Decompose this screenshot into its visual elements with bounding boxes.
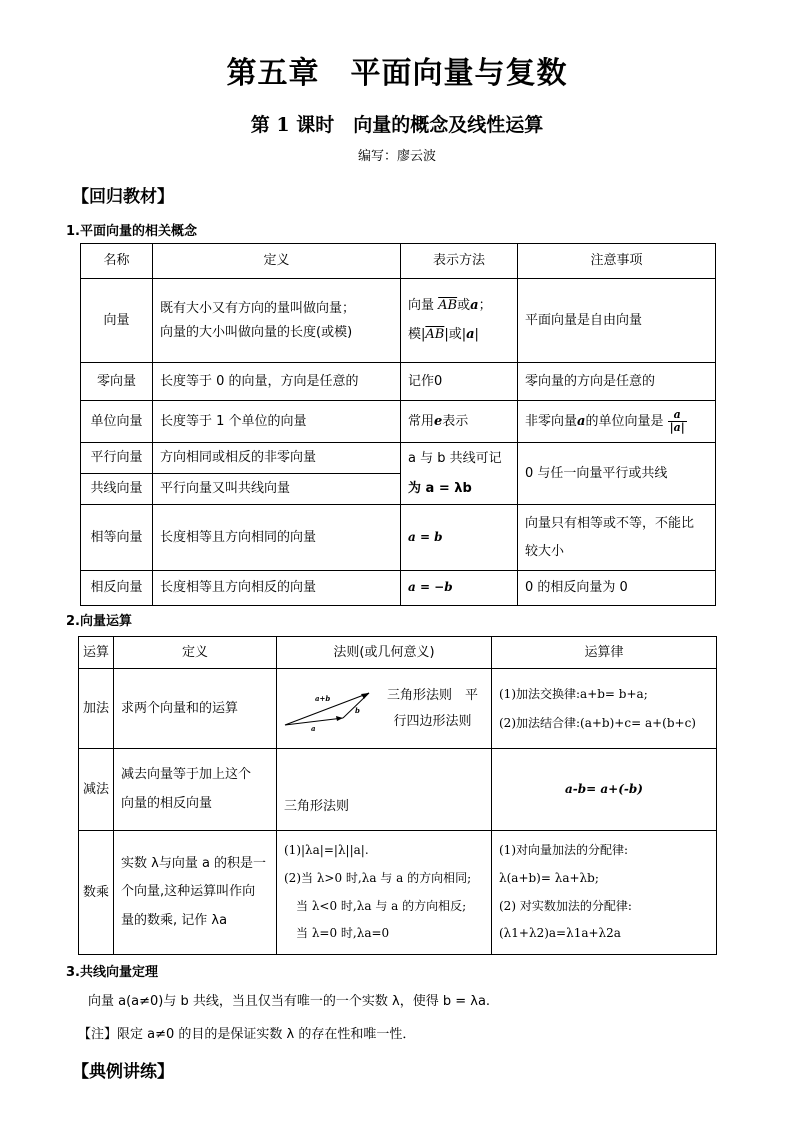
definition-line: 既有大小又有方向的量叫做向量；: [160, 301, 356, 317]
row-note: 0 的相反向量为 0: [518, 571, 716, 606]
fraction-denominator: |a|: [669, 421, 685, 434]
concepts-table: [80, 243, 716, 606]
subsection-operations: 2.向量运算: [66, 614, 132, 629]
definition-line: 个向量,这种运算叫作向: [121, 884, 256, 900]
vector-e: e: [434, 413, 443, 429]
row-representation: [401, 401, 518, 443]
law-line: (1)对向量加法的分配律:: [499, 843, 629, 858]
operations-table: [78, 636, 717, 955]
text: 的单位向量是: [585, 414, 664, 429]
header-rule: 法则(或几何意义): [277, 637, 492, 669]
row-definition: 求两个向量和的运算: [114, 669, 277, 749]
row-rule: [277, 669, 492, 749]
row-name: 平行向量: [81, 443, 153, 474]
unit-vector-fraction: [668, 409, 687, 434]
law-line: (1)加法交换律:a+b= b+a;: [499, 686, 648, 701]
definition-line: 向量的相反向量: [121, 795, 213, 811]
row-definition: 长度等于 0 的向量，方向是任意的: [153, 363, 401, 401]
header-definition: 定义: [153, 244, 401, 279]
header-representation: 表示方法: [401, 244, 518, 279]
rule-line: 行四边形法则: [393, 713, 472, 729]
row-rule: [277, 749, 492, 831]
author-line: 编写：廖云波: [357, 149, 436, 164]
rule-line: 三角形法则: [284, 798, 350, 814]
row-laws: [492, 831, 717, 955]
text: 向量: [408, 297, 435, 313]
representation-line: 为 a = λb: [408, 480, 472, 496]
law-line: (λ1+λ2)a=λ1a+λ2a: [499, 926, 621, 941]
row-vector: [81, 279, 716, 363]
label-a: a: [311, 723, 316, 731]
row-laws: a-b= a+(-b): [492, 749, 717, 831]
text: |: [474, 326, 479, 342]
note-line: 较大小: [525, 543, 565, 559]
theorem-text: 向量 a(a≠0)与 b 共线，当且仅当有唯一的一个实数 λ，使得 b = λa.: [88, 994, 491, 1009]
subsection-collinear-theorem: 3.共线向量定理: [66, 965, 158, 980]
row-representation: a = b: [401, 505, 518, 571]
row-representation: 记作0: [401, 363, 518, 401]
lesson-title: 第 1 课时 向量的概念及线性运算: [250, 114, 544, 136]
row-zero-vector: [81, 363, 716, 401]
row-definition: [114, 831, 277, 955]
row-laws: [492, 669, 717, 749]
rule-line: 当 λ<0 时,λa 与 a 的方向相反;: [296, 898, 467, 913]
row-note: 0 与任一向量平行或共线: [518, 443, 716, 505]
subsection-concepts: 1.平面向量的相关概念: [66, 224, 197, 239]
row-parallel-vector: [81, 443, 716, 474]
law-line: λ(a+b)= λa+λb;: [499, 870, 599, 885]
section-review-heading: 【回归教材】: [72, 187, 174, 207]
row-opposite-vector: [81, 571, 716, 606]
row-name: 减法: [79, 749, 114, 831]
row-name: 数乘: [79, 831, 114, 955]
a-arrow-head: [336, 716, 343, 721]
representation-line: [408, 292, 510, 321]
vector-ab: $\overline{AB}$: [425, 326, 445, 342]
row-name: 向量: [81, 279, 153, 363]
law-line: (2)加法结合律:(a+b)+c= a+(b+c): [499, 715, 696, 730]
label-b: b: [355, 705, 360, 715]
text: 常用: [408, 413, 435, 429]
text: ；: [478, 297, 492, 313]
row-definition: [153, 279, 401, 363]
row-representation: a = −b: [401, 571, 518, 606]
rule-line: 当 λ=0 时,λa=0: [296, 926, 390, 941]
chapter-title: 第五章 平面向量与复数: [226, 56, 568, 91]
definition-line: 实数 λ与向量 a 的积是一: [121, 855, 267, 871]
rule-line: 三角形法则 平: [387, 687, 479, 703]
row-representation: [401, 279, 518, 363]
section-examples-heading: 【典例讲练】: [72, 1062, 174, 1082]
definition-line: 减去向量等于加上这个: [121, 766, 252, 782]
row-subtraction: [79, 749, 717, 831]
row-definition: 平行向量又叫共线向量: [153, 474, 401, 505]
vector-a: a: [577, 414, 586, 429]
row-note: 平面向量是自由向量: [518, 279, 716, 363]
definition-line: 量的数乘, 记作 λa: [121, 912, 228, 928]
row-definition: [114, 749, 277, 831]
vector-ab: $\overline{AB}$: [438, 297, 458, 313]
row-name: 单位向量: [81, 401, 153, 443]
row-name: 零向量: [81, 363, 153, 401]
header-operation: 运算: [79, 637, 114, 669]
row-unit-vector: [81, 401, 716, 443]
definition-line: 向量的大小叫做向量的长度(或模): [160, 324, 353, 340]
vector-a: a: [466, 326, 475, 342]
header-laws: 运算律: [492, 637, 717, 669]
row-note: [518, 505, 716, 571]
text: 非零向量: [525, 414, 578, 429]
representation-line: [408, 321, 510, 350]
row-note: [518, 401, 716, 443]
row-scalar-multiplication: [79, 831, 717, 955]
row-definition: 长度相等且方向相反的向量: [153, 571, 401, 606]
row-name: 共线向量: [81, 474, 153, 505]
representation-line: a 与 b 共线可记: [408, 450, 502, 466]
header-definition: 定义: [114, 637, 277, 669]
rule-line: (2)当 λ>0 时,λa 与 a 的方向相同;: [284, 870, 472, 885]
text: 表示: [442, 413, 469, 429]
text: 模|: [408, 326, 426, 342]
row-definition: 长度等于 1 个单位的向量: [153, 401, 401, 443]
row-representation: [401, 443, 518, 505]
label-a-plus-b: a+b: [315, 693, 331, 703]
row-rule: [277, 831, 492, 955]
rule-line: (1)|λa|=|λ||a|.: [284, 843, 369, 858]
row-name: 相等向量: [81, 505, 153, 571]
row-name: 相反向量: [81, 571, 153, 606]
text: 或: [457, 297, 471, 313]
row-equal-vector: [81, 505, 716, 571]
rule-text: [387, 683, 478, 735]
fraction-numerator: a: [668, 409, 687, 422]
header-notes: 注意事项: [518, 244, 716, 279]
row-note: 零向量的方向是任意的: [518, 363, 716, 401]
vector-a: a: [470, 297, 479, 313]
header-name: 名称: [81, 244, 153, 279]
note-line: 向量只有相等或不等，不能比: [525, 516, 695, 532]
row-definition: 长度相等且方向相同的向量: [153, 505, 401, 571]
row-definition: 方向相同或相反的非零向量: [153, 443, 401, 474]
note-text: 【注】限定 a≠0 的目的是保证实数 λ 的存在性和唯一性．: [78, 1027, 416, 1042]
vector-triangle-diagram: [281, 687, 381, 731]
law-line: (2) 对实数加法的分配律:: [499, 898, 632, 913]
row-addition: [79, 669, 717, 749]
text: |或|: [444, 326, 467, 342]
row-name: 加法: [79, 669, 114, 749]
